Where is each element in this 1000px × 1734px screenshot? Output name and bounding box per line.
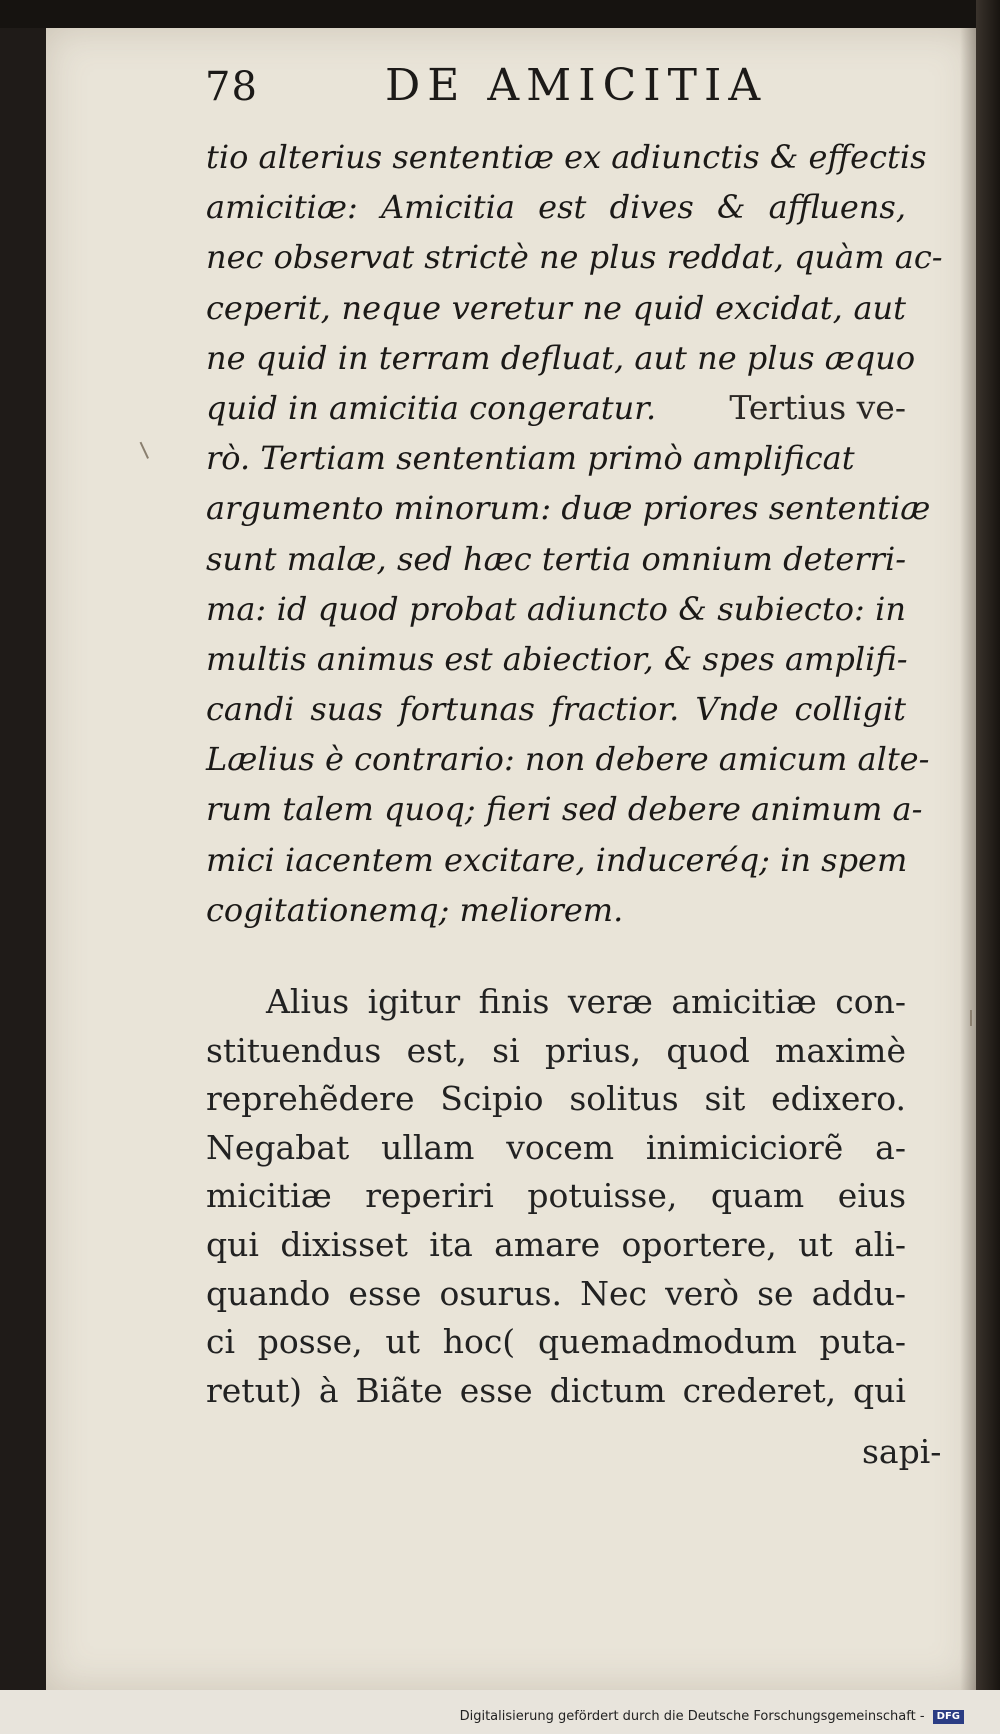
commentary-line: rum talem quoq; fieri sed debere animum a- — [206, 790, 923, 829]
main-line: retut) à Biãte esse dictum crederet, qui — [206, 1370, 906, 1410]
main-line: ci posse, ut hoc( quemadmodum puta- — [206, 1322, 906, 1362]
commentary-line: cogitationemq; meliorem. — [206, 890, 624, 929]
commentary-line-with-lemma — [206, 383, 906, 433]
commentary-line: ceperit, neque veretur ne quid excidat, aut — [206, 288, 906, 327]
commentary-line: tio alterius sententiæ ex adiunctis & effectis — [206, 138, 927, 176]
commentary-line: ne quid in terram defluat, aut ne plus æquo — [206, 338, 916, 377]
commentary-line: amicitiæ: Amicitia est dives & affluens, — [206, 188, 906, 227]
page-edge-shadow — [960, 28, 976, 1690]
commentary-line: sunt malæ, sed hæc tertia omnium deterri- — [206, 539, 906, 578]
main-line: qui dixisset ita amare oportere, ut ali- — [206, 1224, 906, 1264]
scanner-border-top — [0, 0, 1000, 28]
commentary-line: multis animus est abiectior, & spes amplifi- — [206, 639, 908, 678]
main-line: Alius igitur finis veræ amicitiæ con- — [266, 982, 906, 1021]
page-header — [205, 60, 865, 124]
footer-credit-text: Digitalisierung gefördert durch die Deutsche Forschungsgemeinschaft - — [459, 1709, 925, 1724]
scanner-border-right — [976, 0, 1000, 1734]
page-number: 78 — [205, 64, 258, 110]
main-line: reprehẽdere Scipio solitus sit edixero. — [206, 1079, 906, 1119]
main-line: stituendus est, si prius, quod maximè — [206, 1030, 906, 1070]
commentary-text — [206, 132, 943, 935]
commentary-line: Lælius è contrario: non debere amicum alte- — [206, 740, 930, 779]
main-line: micitiæ reperiri potuisse, quam eius — [206, 1176, 906, 1216]
commentary-line: argumento minorum: duæ priores sententiæ — [206, 489, 931, 528]
running-title: DE AMICITIA — [385, 60, 768, 111]
main-text — [206, 978, 906, 1415]
lemma: Tertius ve- — [729, 387, 906, 427]
footer-bar — [0, 1690, 1000, 1734]
main-line: quando esse osurus. Nec verò se addu- — [206, 1273, 906, 1313]
catchword: sapi- — [862, 1432, 942, 1471]
footer-credit — [460, 1709, 964, 1724]
commentary-line: rò. Tertiam sententiam primò amplificat — [206, 439, 855, 478]
commentary-line: nec observat strictè ne plus reddat, quàm ac- — [206, 238, 943, 277]
commentary-line: candi suas fortunas fractior. Vnde colligit — [206, 690, 906, 729]
commentary-line: ma: id quod probat adiuncto & subiecto: in — [206, 589, 906, 628]
main-line: Negabat ullam vocem inimiciciorẽ a- — [206, 1127, 906, 1167]
commentary-line: quid in amicitia congeratur. — [206, 388, 657, 427]
dfg-logo: DFG — [933, 1710, 964, 1724]
commentary-line: mici iacentem excitare, induceréq; in spem — [206, 840, 908, 879]
